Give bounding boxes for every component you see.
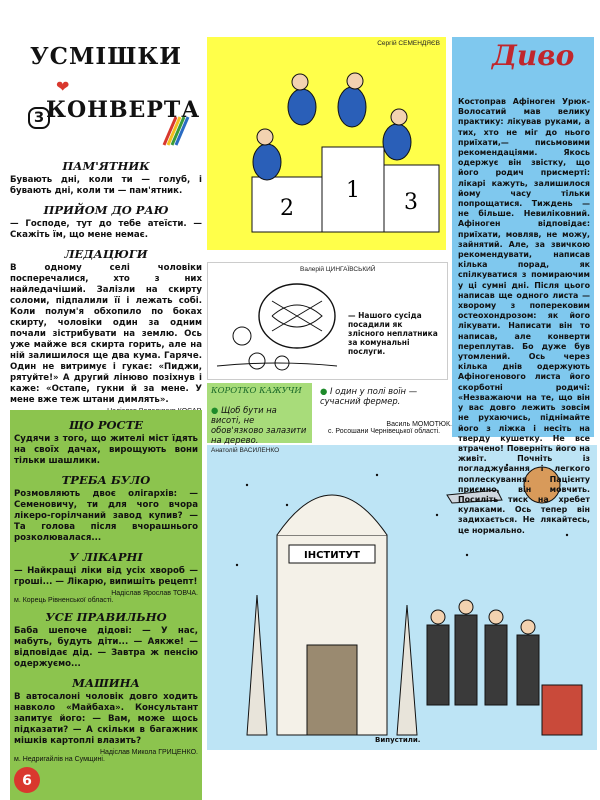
joke-title: У ЛІКАРНІ: [69, 550, 143, 564]
divo-title: Диво: [492, 39, 575, 72]
joke-text: — Господе, тут до тебе атеїсти. — Скажіть їм, що мене немає.: [10, 219, 202, 240]
joke-text: Розмовляють двоє олігархів: — Семеновичу, ти для чого вчора лікеро-горілчаний завод купив? — Та голова після вчорашнього розколювалася...: [14, 489, 198, 543]
institute-label: ІНСТИТУТ: [304, 550, 360, 561]
field-author: Василь МОМОТЮК.: [386, 421, 452, 428]
field-box: [316, 383, 456, 443]
joke-text: Бувають дні, коли ти — голуб, і бувають дні, коли ти — пам'ятник.: [10, 175, 202, 196]
joke-author: Надіслав Ярослав ТОВЧА.: [111, 590, 198, 597]
joke-title: МАШИНА: [72, 676, 140, 690]
joke-text: В одному селі чоловіки посперечалися, хто з них найледачіший. Залізли на скирту соломи, підпалили її і лежать собі. Коли полум'я обхопило по боках скирту, чоловіки один за одним почали зістрибувати на землю. Ось уже майже вся скирта горить, але на ній залишилося ще два кума. Гаряче. Один не витримує і гукає: «Пиджи, рятуйте!» А другий лінюво позіхнув і каже: «Остапе, гукни й за мене. У мене вже теж штани димлять».: [10, 263, 202, 405]
left-upper-jokes: [10, 153, 202, 422]
field-text: І один у полі воїн — сучасний фермер.: [320, 386, 418, 406]
snail-cartoon: [207, 262, 448, 380]
bullet-icon: ●: [211, 405, 219, 415]
joke-author: Надіслав Микола ГРИЦЕНКО.: [99, 749, 198, 756]
short-box: [207, 383, 312, 443]
page-number-badge: [12, 765, 42, 795]
bullet-icon: ●: [320, 386, 328, 396]
left-lower-jokes: [10, 410, 202, 800]
joke-place: м. Недригайлів на Сумщині.: [14, 756, 105, 763]
cartoon-caption: — Нашого сусіда посадили як злісного неплатника за комунальні послуги.: [348, 311, 438, 356]
short-text: Щоб бути на висоті, не обов'язково залазити на дерево.: [211, 405, 307, 445]
joke-place: м. Корець Рівненської області.: [14, 597, 114, 604]
podium-place-1: 1: [346, 178, 360, 203]
left-column: [10, 35, 202, 795]
section-header-from: З: [28, 107, 50, 129]
cartoon-caption: Випустили.: [375, 736, 421, 744]
field-place: с. Росошани Чернівецької області.: [328, 428, 441, 435]
joke-text: Баба шепоче дідові: — У нас, мабуть, будуть діти... — Аякже! — відповідає дід. — Завтра ж пенсію одержуємо...: [14, 626, 198, 669]
section-header-line2: КОНВЕРТА: [46, 97, 201, 123]
joke-title: ЩО РОСТЕ: [68, 418, 144, 432]
divo-column: [452, 37, 594, 535]
divo-text: Костоправ Афіноген Урюк-Волосатий мав велику практику: лікував руками, а тих, хто не міг до нього приїхати,— письмовими рекомендаціями. Якось одержує він звістку, що його родич присмертi: лікарі кажуть, залишилося йому часу тільки попрощатися. Тиждень — не більше. Невиліковний. Афіноген відповідає: приїхати, мовляв, не можу, зайнятий. Але, за звичкою рекомендувати, написав кілька порад, як спілкуватися з помираючим у ці сумні дні. Після цього написав ще одного листа — хворому з поперековим остеохондрозом: як його лікувати. Написати він то написав, але конверти переплутав. Бо дуже був утомлений. Ось через кілька днів одержують Афіногенового листа його скорботні родичі: «Незважаючи на те, що він у вас довго лежить зовсім не рухаючись, піднімайте його з ліжка і несіть на тверду кушетку. Не все втрачено! Поверніть його на живіт. Почніть із погладжування і легкого поплескування. Пацієнту приємно, він мовчить. Посиліть тиск на хребет кулаками. Ось тепер він задихається. Не лякайтесь, це нормально.: [458, 97, 590, 535]
short-title: КОРОТКО КАЖУЧИ: [211, 386, 302, 396]
joke-title: ПАМ'ЯТНИК: [62, 159, 150, 173]
joke-title: ЛЕДАЦЮГИ: [64, 247, 148, 261]
page-number: 6: [22, 773, 32, 789]
joke-title: ТРЕБА БУЛО: [61, 473, 151, 487]
joke-text: Судячи з того, що жителі міст їдять на своїх дачах, вирощують вони тільки шашлики.: [14, 434, 198, 466]
cartoon-credit: Сергій СЕМЕНДЯЄВ: [377, 40, 440, 47]
cartoon-credit: Анатолій ВАСИЛЕНКО: [211, 447, 280, 454]
heart-icon: ❤: [56, 77, 70, 96]
podium-illustration: [207, 37, 446, 250]
rainbow-icon: [162, 115, 190, 147]
section-header-line1: УСМІШКИ: [30, 43, 183, 70]
cartoon-credit: Валерій ЦИНГАЇВСЬКИЙ: [300, 266, 376, 273]
podium-place-2: 2: [280, 196, 294, 221]
joke-title: УСЕ ПРАВИЛЬНО: [45, 610, 167, 624]
joke-text: В автосалоні чоловік довго ходить навколо «Майбаха». Консультант запитує його: — Вам, може щось підказати? — А скільки в багажник мішків картоплі влазить?: [14, 692, 198, 746]
podium-cartoon: [207, 37, 446, 250]
snail-illustration: [212, 271, 342, 376]
podium-place-3: 3: [404, 190, 418, 215]
joke-text: — Найкращі ліки від усіх хвороб — гроші... — Лікарю, випишіть рецепт!: [14, 566, 198, 587]
joke-title: ПРИЙОМ ДО РАЮ: [43, 203, 169, 217]
